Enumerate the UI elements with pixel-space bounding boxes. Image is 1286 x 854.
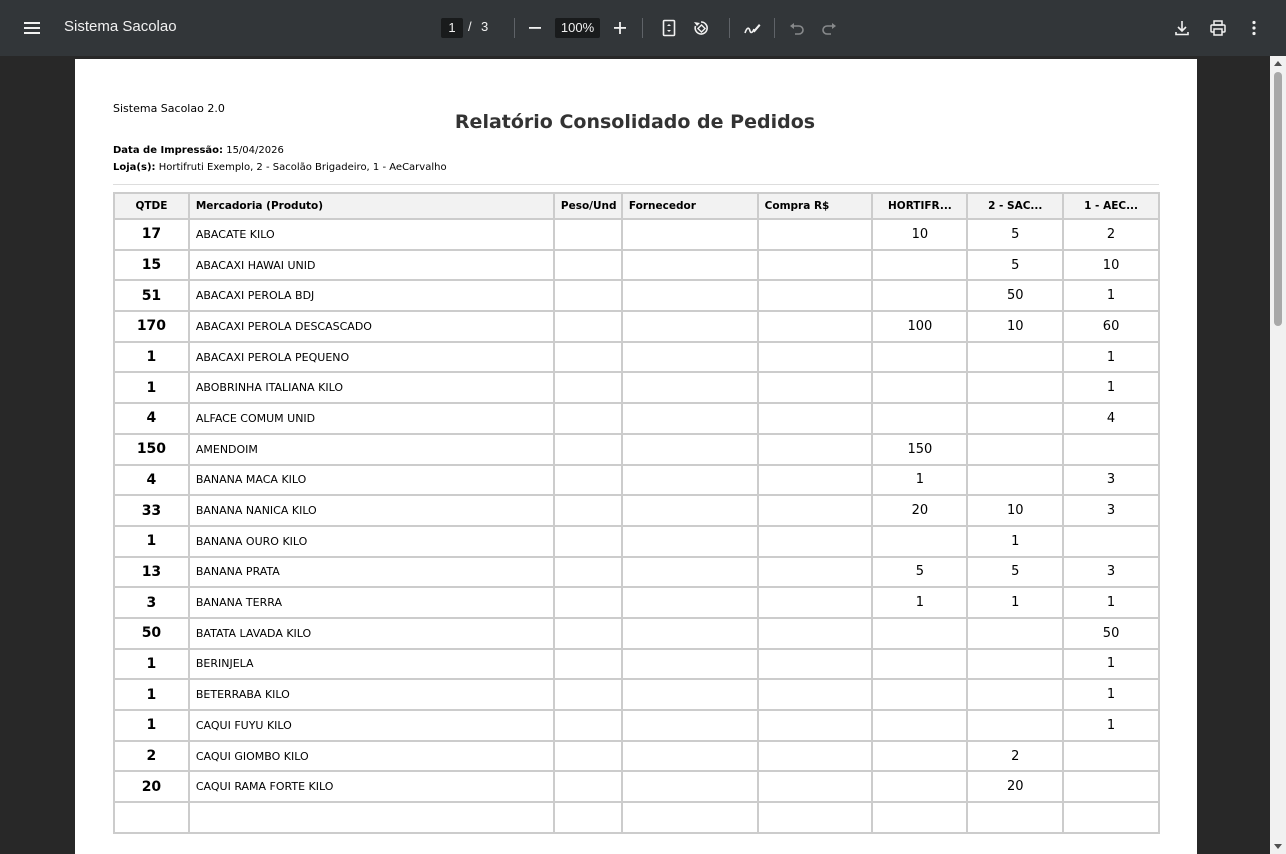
weight-cell (554, 250, 622, 281)
table-header-row (114, 193, 1159, 219)
store-aecarvalho-cell: 1 (1063, 710, 1159, 741)
stores-label: Loja(s): (113, 162, 156, 173)
quantity-cell: 33 (114, 495, 189, 526)
weight-cell (554, 802, 622, 833)
supplier-cell (622, 618, 758, 649)
column-header: Peso/Und (554, 193, 622, 219)
quantity-cell: 1 (114, 710, 189, 741)
weight-cell (554, 465, 622, 496)
weight-cell (554, 219, 622, 250)
store-aecarvalho-cell: 3 (1063, 557, 1159, 588)
store-hortifruti-cell (872, 526, 967, 557)
pdf-viewer[interactable] (0, 56, 1270, 854)
weight-cell (554, 587, 622, 618)
supplier-cell (622, 495, 758, 526)
store-aecarvalho-cell (1063, 526, 1159, 557)
table-row (114, 465, 1159, 496)
column-header: Compra R$ (758, 193, 873, 219)
supplier-cell (622, 771, 758, 802)
print-date-line (113, 145, 284, 156)
store-aecarvalho-cell: 3 (1063, 465, 1159, 496)
quantity-cell: 1 (114, 649, 189, 680)
store-aecarvalho-cell: 1 (1063, 587, 1159, 618)
toolbar-divider (642, 18, 643, 38)
table-row (114, 495, 1159, 526)
product-cell: ABACATE KILO (189, 219, 554, 250)
store-aecarvalho-cell: 2 (1063, 219, 1159, 250)
store-hortifruti-cell: 20 (872, 495, 967, 526)
store-sacolao-cell: 2 (967, 741, 1063, 772)
weight-cell (554, 741, 622, 772)
table-row (114, 618, 1159, 649)
purchase-cell (758, 219, 873, 250)
product-cell: ABOBRINHA ITALIANA KILO (189, 372, 554, 403)
store-sacolao-cell: 10 (967, 311, 1063, 342)
supplier-cell (622, 250, 758, 281)
weight-cell (554, 495, 622, 526)
store-sacolao-cell (967, 403, 1063, 434)
quantity-cell: 170 (114, 311, 189, 342)
store-sacolao-cell (967, 342, 1063, 373)
store-sacolao-cell: 5 (967, 250, 1063, 281)
purchase-cell (758, 280, 873, 311)
weight-cell (554, 649, 622, 680)
quantity-cell: 4 (114, 465, 189, 496)
store-sacolao-cell: 5 (967, 557, 1063, 588)
supplier-cell (622, 280, 758, 311)
quantity-cell: 17 (114, 219, 189, 250)
store-aecarvalho-cell: 1 (1063, 342, 1159, 373)
store-sacolao-cell (967, 679, 1063, 710)
purchase-cell (758, 741, 873, 772)
purchase-cell (758, 802, 873, 833)
supplier-cell (622, 342, 758, 373)
product-cell (189, 802, 554, 833)
store-aecarvalho-cell: 10 (1063, 250, 1159, 281)
quantity-cell: 3 (114, 587, 189, 618)
weight-cell (554, 434, 622, 465)
weight-cell (554, 710, 622, 741)
store-sacolao-cell (967, 434, 1063, 465)
store-sacolao-cell (967, 710, 1063, 741)
table-row (114, 679, 1159, 710)
product-cell: CAQUI GIOMBO KILO (189, 741, 554, 772)
quantity-cell: 1 (114, 679, 189, 710)
purchase-cell (758, 372, 873, 403)
product-cell: BANANA NANICA KILO (189, 495, 554, 526)
purchase-cell (758, 587, 873, 618)
store-hortifruti-cell (872, 618, 967, 649)
weight-cell (554, 311, 622, 342)
supplier-cell (622, 219, 758, 250)
store-sacolao-cell (967, 649, 1063, 680)
document-title: Sistema Sacolao (64, 18, 177, 35)
more-options-icon[interactable] (1238, 12, 1270, 44)
supplier-cell (622, 710, 758, 741)
purchase-cell (758, 649, 873, 680)
undo-icon[interactable] (781, 12, 813, 44)
table-row (114, 557, 1159, 588)
purchase-cell (758, 250, 873, 281)
supplier-cell (622, 741, 758, 772)
toolbar-divider (729, 18, 730, 38)
supplier-cell (622, 557, 758, 588)
quantity-cell: 150 (114, 434, 189, 465)
quantity-cell: 2 (114, 741, 189, 772)
store-hortifruti-cell (872, 771, 967, 802)
scroll-down-arrow-icon[interactable] (1270, 840, 1286, 854)
weight-cell (554, 403, 622, 434)
column-header: 2 - SAC... (967, 193, 1063, 219)
quantity-cell: 4 (114, 403, 189, 434)
table-row (114, 280, 1159, 311)
quantity-cell: 15 (114, 250, 189, 281)
system-name: Sistema Sacolao 2.0 (113, 102, 225, 115)
store-sacolao-cell: 10 (967, 495, 1063, 526)
store-hortifruti-cell: 10 (872, 219, 967, 250)
column-header: QTDE (114, 193, 189, 219)
supplier-cell (622, 679, 758, 710)
page-total: 3 (481, 19, 489, 34)
table-row (114, 219, 1159, 250)
weight-cell (554, 771, 622, 802)
weight-cell (554, 618, 622, 649)
supplier-cell (622, 526, 758, 557)
store-hortifruti-cell (872, 741, 967, 772)
weight-cell (554, 679, 622, 710)
quantity-cell: 50 (114, 618, 189, 649)
stores-list: Hortifruti Exemplo, 2 - Sacolão Brigadeiro, 1 - AeCarvalho (158, 162, 447, 173)
scrollbar-thumb[interactable] (1274, 72, 1282, 326)
product-cell: BANANA PRATA (189, 557, 554, 588)
weight-cell (554, 526, 622, 557)
pdf-page (75, 59, 1197, 854)
supplier-cell (622, 372, 758, 403)
product-cell: BANANA TERRA (189, 587, 554, 618)
table-row (114, 526, 1159, 557)
table-row (114, 741, 1159, 772)
header-divider (113, 184, 1159, 185)
store-hortifruti-cell: 1 (872, 587, 967, 618)
pdf-toolbar (0, 0, 1286, 56)
store-sacolao-cell: 5 (967, 219, 1063, 250)
zoom-level-input[interactable]: 100% (555, 18, 600, 38)
quantity-cell: 51 (114, 280, 189, 311)
table-row (114, 403, 1159, 434)
annotate-pen-icon[interactable] (736, 12, 768, 44)
product-cell: ALFACE COMUM UNID (189, 403, 554, 434)
purchase-cell (758, 311, 873, 342)
purchase-cell (758, 771, 873, 802)
purchase-cell (758, 710, 873, 741)
column-header: Fornecedor (622, 193, 758, 219)
store-hortifruti-cell (872, 342, 967, 373)
print-date: 15/04/2026 (226, 145, 284, 156)
store-aecarvalho-cell: 1 (1063, 649, 1159, 680)
table-row (114, 372, 1159, 403)
toolbar-divider (514, 18, 515, 38)
table-row (114, 771, 1159, 802)
store-hortifruti-cell: 1 (872, 465, 967, 496)
store-hortifruti-cell: 150 (872, 434, 967, 465)
supplier-cell (622, 434, 758, 465)
scroll-up-arrow-icon[interactable] (1270, 56, 1286, 70)
quantity-cell (114, 802, 189, 833)
zoom-out-icon[interactable] (519, 12, 551, 44)
purchase-cell (758, 526, 873, 557)
product-cell: ABACAXI PEROLA BDJ (189, 280, 554, 311)
purchase-cell (758, 679, 873, 710)
product-cell: ABACAXI PEROLA DESCASCADO (189, 311, 554, 342)
supplier-cell (622, 403, 758, 434)
supplier-cell (622, 802, 758, 833)
store-sacolao-cell: 20 (967, 771, 1063, 802)
weight-cell (554, 557, 622, 588)
purchase-cell (758, 495, 873, 526)
table-row (114, 802, 1159, 833)
store-sacolao-cell (967, 465, 1063, 496)
purchase-cell (758, 465, 873, 496)
supplier-cell (622, 587, 758, 618)
print-icon[interactable] (1202, 12, 1234, 44)
store-aecarvalho-cell: 1 (1063, 372, 1159, 403)
rotate-icon[interactable] (685, 12, 717, 44)
supplier-cell (622, 311, 758, 342)
store-sacolao-cell: 50 (967, 280, 1063, 311)
store-hortifruti-cell: 100 (872, 311, 967, 342)
column-header: HORTIFR... (872, 193, 967, 219)
store-hortifruti-cell (872, 710, 967, 741)
store-sacolao-cell (967, 802, 1063, 833)
product-cell: BETERRABA KILO (189, 679, 554, 710)
quantity-cell: 1 (114, 526, 189, 557)
store-aecarvalho-cell (1063, 802, 1159, 833)
download-icon[interactable] (1166, 12, 1198, 44)
zoom-in-icon[interactable] (604, 12, 636, 44)
weight-cell (554, 372, 622, 403)
quantity-cell: 20 (114, 771, 189, 802)
product-cell: AMENDOIM (189, 434, 554, 465)
weight-cell (554, 342, 622, 373)
quantity-cell: 13 (114, 557, 189, 588)
store-sacolao-cell: 1 (967, 587, 1063, 618)
store-hortifruti-cell (872, 280, 967, 311)
page-separator: / (468, 19, 472, 34)
product-cell: ABACAXI HAWAI UNID (189, 250, 554, 281)
store-aecarvalho-cell: 1 (1063, 679, 1159, 710)
product-cell: BANANA MACA KILO (189, 465, 554, 496)
store-sacolao-cell: 1 (967, 526, 1063, 557)
supplier-cell (622, 649, 758, 680)
purchase-cell (758, 557, 873, 588)
store-hortifruti-cell: 5 (872, 557, 967, 588)
product-cell: CAQUI FUYU KILO (189, 710, 554, 741)
store-aecarvalho-cell: 60 (1063, 311, 1159, 342)
store-aecarvalho-cell: 50 (1063, 618, 1159, 649)
store-aecarvalho-cell (1063, 434, 1159, 465)
store-aecarvalho-cell (1063, 741, 1159, 772)
toolbar-divider (774, 18, 775, 38)
store-hortifruti-cell (872, 679, 967, 710)
supplier-cell (622, 465, 758, 496)
store-hortifruti-cell (872, 372, 967, 403)
store-aecarvalho-cell: 4 (1063, 403, 1159, 434)
stores-line (113, 162, 447, 173)
orders-table (113, 192, 1160, 834)
column-header: 1 - AEC... (1063, 193, 1159, 219)
store-hortifruti-cell (872, 649, 967, 680)
table-row (114, 342, 1159, 373)
purchase-cell (758, 342, 873, 373)
table-row (114, 311, 1159, 342)
store-aecarvalho-cell: 1 (1063, 280, 1159, 311)
weight-cell (554, 280, 622, 311)
store-hortifruti-cell (872, 802, 967, 833)
product-cell: BANANA OURO KILO (189, 526, 554, 557)
store-aecarvalho-cell: 3 (1063, 495, 1159, 526)
product-cell: ABACAXI PEROLA PEQUENO (189, 342, 554, 373)
table-row (114, 587, 1159, 618)
redo-icon[interactable] (813, 12, 845, 44)
menu-icon[interactable] (16, 12, 48, 44)
product-cell: BATATA LAVADA KILO (189, 618, 554, 649)
store-hortifruti-cell (872, 250, 967, 281)
purchase-cell (758, 434, 873, 465)
table-row (114, 649, 1159, 680)
vertical-scrollbar[interactable] (1270, 56, 1286, 854)
table-row (114, 710, 1159, 741)
table-row (114, 434, 1159, 465)
column-header: Mercadoria (Produto) (189, 193, 554, 219)
table-row (114, 250, 1159, 281)
print-date-label: Data de Impressão: (113, 145, 224, 156)
page-number-input[interactable]: 1 (441, 18, 463, 38)
store-hortifruti-cell (872, 403, 967, 434)
fit-to-page-icon[interactable] (653, 12, 685, 44)
purchase-cell (758, 403, 873, 434)
product-cell: BERINJELA (189, 649, 554, 680)
store-sacolao-cell (967, 372, 1063, 403)
report-title: Relatório Consolidado de Pedidos (454, 111, 816, 133)
quantity-cell: 1 (114, 342, 189, 373)
store-aecarvalho-cell (1063, 771, 1159, 802)
purchase-cell (758, 618, 873, 649)
quantity-cell: 1 (114, 372, 189, 403)
store-sacolao-cell (967, 618, 1063, 649)
product-cell: CAQUI RAMA FORTE KILO (189, 771, 554, 802)
